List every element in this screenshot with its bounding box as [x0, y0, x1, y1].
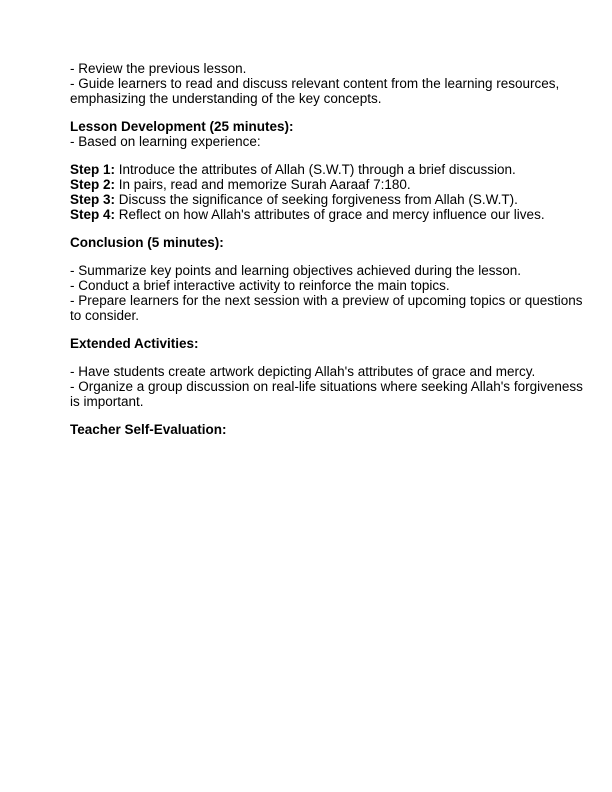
bold-label: Step 2: [70, 177, 116, 192]
text-line [70, 207, 570, 222]
line-text: Introduce the attributes of Allah (S.W.T) through a brief discussion. [115, 162, 516, 177]
line-text: - Have students create artwork depicting Allah's attributes of grace and mercy. [70, 364, 536, 379]
body-paragraph [70, 61, 570, 106]
text-line [70, 263, 570, 278]
bold-label: Step 3: [70, 192, 116, 207]
line-text: - Organize a group discussion on real-life situations where seeking Allah's forgiveness [70, 379, 583, 394]
text-line [70, 76, 570, 91]
line-text: In pairs, read and memorize Surah Aaraaf 7:180. [115, 177, 411, 192]
line-text: - Guide learners to read and discuss relevant content from the learning resources, [70, 76, 560, 91]
text-line [70, 293, 583, 308]
line-text: to consider. [70, 308, 140, 323]
line-text: - Review the previous lesson. [70, 61, 247, 76]
text-line [70, 379, 583, 394]
bold-label: Extended Activities: [70, 336, 199, 351]
text-line [70, 278, 570, 293]
text-line [70, 177, 570, 192]
bold-label: Step 1: [70, 162, 116, 177]
line-text: is important. [70, 394, 144, 409]
line-text: Reflect on how Allah's attributes of grace and mercy influence our lives. [115, 207, 545, 222]
bold-label: Step 4: [70, 207, 116, 222]
line-text: - Based on learning experience: [70, 134, 261, 149]
text-line [70, 119, 570, 134]
section-heading-paragraph [70, 119, 570, 149]
text-line [70, 308, 570, 323]
section-heading-paragraph [70, 235, 570, 250]
line-text: Discuss the significance of seeking forgiveness from Allah (S.W.T). [115, 192, 518, 207]
text-line [70, 162, 570, 177]
bold-label: Lesson Development (25 minutes): [70, 119, 294, 134]
text-line [70, 134, 570, 149]
line-text: - Summarize key points and learning objectives achieved during the lesson. [70, 263, 521, 278]
bold-label: Conclusion (5 minutes): [70, 235, 224, 250]
text-line [70, 192, 570, 207]
line-text: - Prepare learners for the next session with a preview of upcoming topics or questions [70, 293, 583, 308]
text-line [70, 61, 570, 76]
text-line [70, 235, 570, 250]
body-paragraph [70, 162, 570, 222]
bold-label: Teacher Self-Evaluation: [70, 422, 227, 437]
section-heading-paragraph [70, 422, 570, 437]
text-line [70, 336, 570, 351]
text-line [70, 422, 570, 437]
lesson-plan-document [70, 61, 583, 450]
section-heading-paragraph [70, 336, 570, 351]
text-line [70, 91, 570, 106]
body-paragraph [70, 364, 583, 409]
line-text: - Conduct a brief interactive activity to reinforce the main topics. [70, 278, 450, 293]
line-text: emphasizing the understanding of the key concepts. [70, 91, 382, 106]
text-line [70, 394, 570, 409]
body-paragraph [70, 263, 583, 323]
text-line [70, 364, 570, 379]
